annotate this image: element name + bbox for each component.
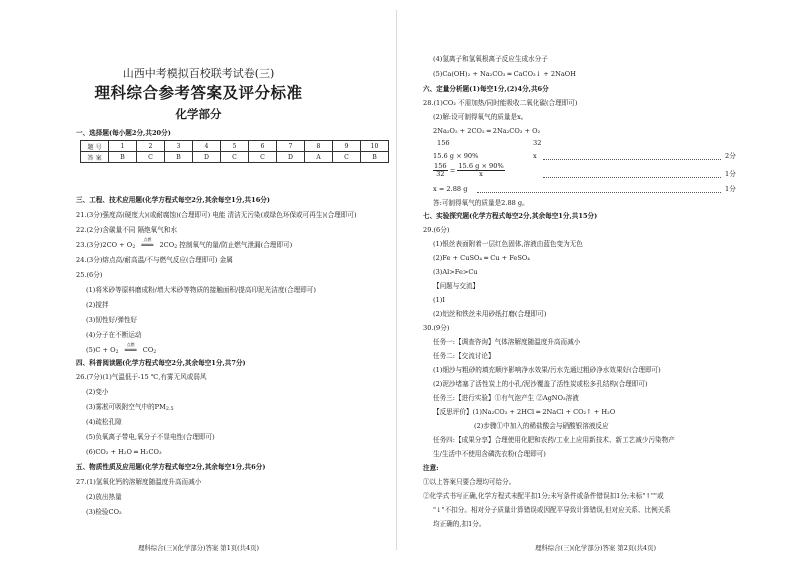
table-cell: B [361, 152, 389, 163]
q26-1: 26.(7分)(1)气温低于-15 ℃,有雾无风或弱风 [76, 373, 207, 381]
table-cell: 6 [249, 141, 277, 152]
q29-2: (2)Fe + CuSO₄ ═ Cu + FeSO₄ [433, 254, 530, 262]
doc-title: 理科综合参考答案及评分标准 [94, 83, 303, 102]
q25-2: (2)搅拌 [86, 301, 109, 309]
molar-mass-2: 32 [533, 139, 542, 147]
score-2: 2分 [725, 152, 736, 160]
q30-heading: 30.(9分) [423, 324, 450, 332]
section-title: 化学部分 [175, 107, 222, 121]
notes-heading: 注意: [423, 464, 439, 472]
q23-right: 2CO [159, 241, 175, 249]
mass-unknown: x [533, 152, 537, 160]
subscript: 2 [153, 350, 157, 355]
q27-2: (2)放出热量 [86, 493, 122, 501]
sec7-heading: 七、实验探究题(化学方程式每空2分,其余每空1分,共15分) [423, 212, 598, 220]
page-footer: 理科综合(三)(化学部分)答案 第2页(共4页) [535, 544, 656, 552]
reaction-condition: 点燃 [143, 237, 152, 242]
q22-answer: 22.(2分)含碳量不同 隔绝氧气和水 [76, 226, 178, 234]
table-cell: B [109, 152, 137, 163]
table-cell: A [305, 152, 333, 163]
table-cell: C [137, 152, 165, 163]
task-2-1: (1)细沙与粗砂的填充顺序影响净水效果/污水先通过粗砂净水效果好(合理即可) [433, 366, 661, 374]
q27-3: (3)检验CO₂ [86, 508, 122, 516]
task-4-b: 生/生活中不使用含磷洗衣粉(合理即可) [433, 450, 546, 458]
table-row [81, 141, 389, 152]
fraction [457, 163, 504, 178]
q26-3 [86, 403, 174, 414]
table-cell: C [249, 152, 277, 163]
task-2-2: (2)泥沙堵塞了活性炭上的小孔/泥沙覆盖了活性炭或松多孔结构(合理即可) [433, 380, 648, 388]
score-1a: 1分 [725, 170, 736, 178]
q27-1: 27.(1)氢氧化钙的溶解度随温度升高而减小 [76, 478, 202, 486]
numerator: 156 [434, 162, 447, 170]
r-line-1: (4)氢离子和氢氧根离子反应生成水分子 [433, 55, 548, 63]
score-leader [543, 177, 721, 178]
table-cell: B [165, 152, 193, 163]
conclusion: 答:可制得氧气的质量是2.88 g。 [433, 199, 529, 207]
note-1: ①以上答案只要合理均可给分。 [423, 478, 516, 486]
denominator: x [479, 170, 483, 178]
table-cell: 题 号 [81, 141, 109, 152]
table-row [81, 152, 389, 163]
task-2: 任务二:【交流讨论】 [433, 352, 495, 360]
denominator: 32 [436, 170, 445, 178]
q23-tail: 控制氧气的量/防止燃气泄漏(合理即可) [177, 241, 293, 249]
table-cell: 答 案 [81, 152, 109, 163]
sec3-heading: 三、工程、技术应用题(化学方程式每空2分,其余每空1分,共16分) [76, 196, 271, 204]
q29-discussion: 【问题与交流】 [433, 282, 480, 290]
table-cell: 4 [193, 141, 221, 152]
table-cell: D [277, 152, 305, 163]
reflection-2: (2)步骤①中加入的稀盐酸会与硝酸银溶液反应 [474, 422, 609, 430]
reflection-1: 【反思评价】(1)Na₂CO₃ + 2HCl ═ 2NaCl + CO₂↑ + H₂O [433, 408, 616, 416]
q25-5-left: (5)C + O [86, 346, 116, 354]
q25-1: (1)将米砂等原料磨成粉/增大米砂等物质的接触面积/提高印泥光洁度(合理即可) [86, 286, 316, 294]
note-2-end: 均正确的,扣1分。 [433, 520, 486, 528]
task-3: 任务三:【进行实验】①有气泡产生 ②AgNO₃溶液 [433, 394, 579, 402]
q29-d1: (1)Ⅰ [433, 296, 445, 304]
score-leader [543, 159, 721, 160]
sec6-heading: 六、定量分析题(1)每空1分,(2)4分,共6分 [423, 85, 549, 93]
q28-2: (2)解:设可制得氧气的质量是x。 [433, 113, 528, 121]
q25-5-right: CO [142, 346, 154, 354]
q28-1: 28.(1)CO₂ 不需加热/同时能吸收二氧化碳(合理即可) [423, 99, 578, 107]
result: x = 2.88 g [433, 185, 468, 193]
table-cell: 8 [305, 141, 333, 152]
table-cell: 7 [277, 141, 305, 152]
sec5-heading: 五、物质性质及应用题(化学方程式每空2分,其余每空1分,共6分) [76, 463, 266, 471]
q26-4: (4)疏松孔隙 [86, 418, 122, 426]
table-cell: 3 [165, 141, 193, 152]
q26-3-sub: 2.5 [165, 407, 174, 412]
subscript: 2 [132, 245, 136, 250]
table-cell: D [193, 152, 221, 163]
q24-answer: 24.(3分)熔点高/耐高温/不与燃气反应(合理即可) 金属 [76, 256, 233, 264]
r-line-2: (5)Ca(OH)₂ + Na₂CO₃ ═ CaCO₃↓ + 2NaOH [433, 70, 576, 78]
score-leader [477, 192, 721, 193]
q26-6: (6)CO₂ + H₂O ═ H₂CO₃ [86, 448, 162, 456]
table-cell: 5 [221, 141, 249, 152]
q25-3: (3)韧性好/弹性好 [86, 316, 138, 324]
q26-5: (5)负氧离子带电,氧分子不显电性(合理即可) [86, 433, 215, 441]
reaction-arrow: 点燃 ═══ [137, 241, 157, 249]
table-cell: C [221, 152, 249, 163]
q29-3: (3)Al>Fe>Cu [433, 268, 478, 276]
page-footer: 理科综合(三)(化学部分)答案 第1页(共4页) [138, 544, 259, 552]
note-2: ②化学式书写正确,化学方程式未配平扣1分;未写条件或条件错误扣1分;未标"↑""或 [423, 492, 664, 500]
q26-2: (2)变小 [86, 388, 109, 396]
sec1-heading: 一、选择题(每小题2分,共20分) [76, 129, 171, 137]
q25-4: (4)分子在不断运动 [86, 331, 142, 339]
note-2-cont: "↓"不扣分。相对分子质量计算错误或因配平导致计算错误,但对应关系、比例关系 [433, 506, 671, 514]
q21-answer: 21.(3分)强度高(硬度大)(或耐腐蚀)(合理即可) 电能 清洁无污染(或绿色环保或可再生)(合理即可) [76, 211, 357, 219]
table-cell: C [333, 152, 361, 163]
sec4-heading: 四、科普阅读题(化学方程式每空2分,其余每空1分,共7分) [76, 359, 246, 367]
q29-d2: (2)铝丝和铁丝未用砂纸打磨(合理即可) [433, 310, 547, 318]
table-cell: 2 [137, 141, 165, 152]
equation: 2Na₂O₂ + 2CO₂ ═ 2Na₂CO₃ + O₂ [433, 127, 541, 135]
mass-given: 15.6 g × 90% [433, 152, 479, 160]
table-cell: 9 [333, 141, 361, 152]
q25-heading: 25.(6分) [76, 271, 103, 279]
molar-mass-1: 156 [437, 139, 450, 147]
task-4-a: 任务四:【成果分享】合理使用化肥和农药/工业上应用新技术、新工艺减少污染物产 [433, 436, 675, 444]
fraction [433, 163, 448, 178]
proportion [433, 163, 505, 181]
q25-5 [86, 342, 157, 357]
q29-heading: 29.(6分) [423, 226, 450, 234]
reaction-arrow: 点燃 ═══ [121, 346, 141, 354]
table-cell: 1 [109, 141, 137, 152]
q26-3-text: (3)雾凇可吸附空气中的PM [86, 403, 166, 411]
q29-1: (1)银丝表面附着一层红色固体,溶液由蓝色变为无色 [433, 240, 583, 248]
answer-table [80, 140, 389, 163]
subscript: 2 [115, 350, 119, 355]
q23-left: 23.(3分)2CO + O [76, 241, 133, 249]
table-cell: 10 [361, 141, 389, 152]
reaction-condition: 点燃 [126, 342, 135, 347]
subscript: 2 [174, 245, 178, 250]
task-1: 任务一:【调查咨询】气体溶解度随温度升高而减小 [433, 338, 581, 346]
score-1b: 1分 [725, 185, 736, 193]
exam-title: 山西中考模拟百校联考试卷(三) [122, 67, 275, 80]
right-page [397, 0, 794, 562]
equals-sign: = [449, 166, 456, 175]
q23-answer [76, 237, 293, 252]
numerator: 15.6 g × 90% [458, 162, 504, 170]
